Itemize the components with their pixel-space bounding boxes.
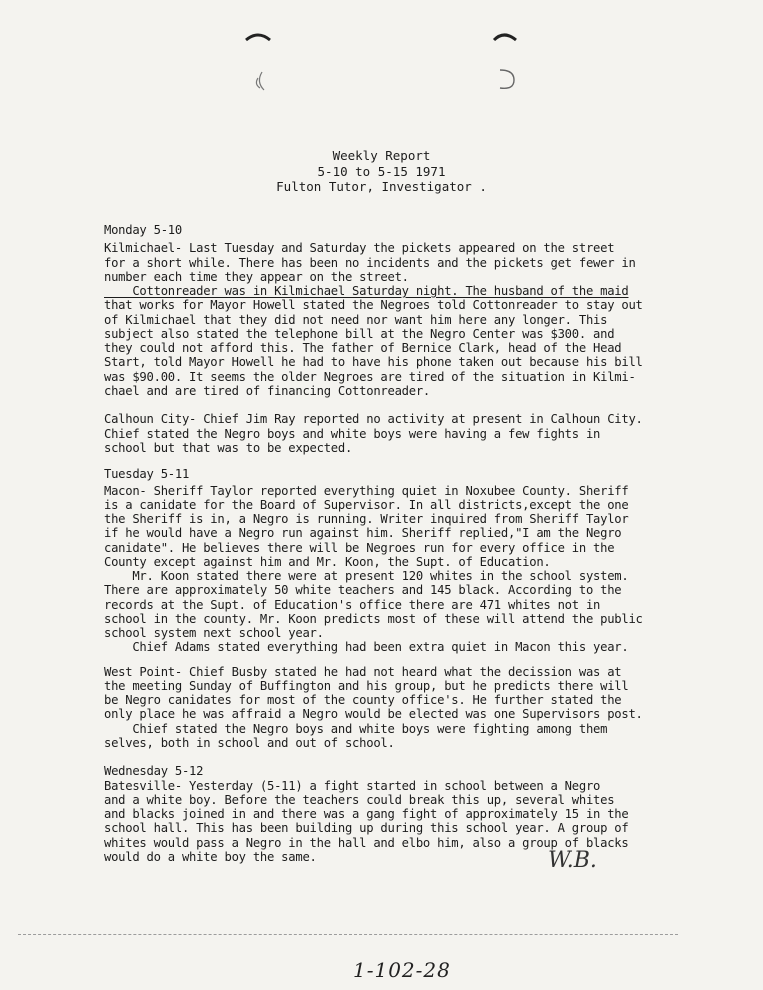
report-title: Weekly Report: [332, 148, 431, 163]
body-line: the meeting Sunday of Buffington and his group, but he predicts there will: [104, 679, 629, 693]
body-line: and a white boy. Before the teachers could break this up, several whites: [104, 793, 615, 807]
body-line: Kilmichael- Last Tuesday and Saturday the pickets appeared on the street: [104, 241, 615, 255]
body-line: be Negro canidates for most of the county office's. He further stated the: [104, 693, 622, 707]
punch-hole-left-icon: [238, 28, 288, 98]
body-line: school in the county. Mr. Koon predicts most of these will attend the public: [104, 612, 643, 626]
body-line: chael and are tired of financing Cottonreader.: [104, 384, 431, 398]
body-line: only place he was affraid a Negro would be elected was one Supervisors post.: [104, 707, 643, 721]
body-line: subject also stated the telephone bill at the Negro Center was $300. and: [104, 327, 615, 341]
body-line: of Kilmichael that they did not need nor want him here any longer. This: [104, 313, 608, 327]
body-line: is a canidate for the Board of Supervisor. In all districts,except the one: [104, 498, 629, 512]
body-line: whites would pass a Negro in the hall and elbo him, also a group of blacks: [104, 836, 629, 850]
body-line: records at the Supt. of Education's office there are 471 whites not in: [104, 598, 601, 612]
body-line: the Sheriff is in, a Negro is running. Writer inquired from Sheriff Taylor: [104, 512, 629, 526]
body-line: selves, both in school and out of school.: [104, 736, 395, 750]
body-line: for a short while. There has been no incidents and the pickets get fewer in: [104, 256, 636, 270]
body-line: Chief stated the Negro boys and white boys were having a few fights in: [104, 427, 601, 441]
body-line: County except against him and Mr. Koon, the Supt. of Education.: [104, 555, 551, 569]
body-line: if he would have a Negro run against him. Sheriff replied,"I am the Negro: [104, 526, 622, 540]
handwritten-signature: W.B.: [548, 848, 597, 873]
body-line: number each time they appear on the street.: [104, 270, 409, 284]
body-line: and blacks joined in and there was a gang fight of approximately 15 in the: [104, 807, 629, 821]
report-dates: 5-10 to 5-15 1971: [317, 164, 446, 179]
body-line: West Point- Chief Busby stated he had not heard what the decission was at: [104, 665, 622, 679]
body-line: Chief stated the Negro boys and white boys were fighting among them: [104, 722, 608, 736]
body-line: Monday 5-10: [104, 223, 182, 237]
body-line: Mr. Koon stated there were at present 120 whites in the school system.: [104, 569, 629, 583]
report-author: Fulton Tutor, Investigator .: [276, 179, 487, 194]
body-line: Macon- Sheriff Taylor reported everything quiet in Noxubee County. Sheriff: [104, 484, 629, 498]
body-line: Calhoun City- Chief Jim Ray reported no activity at present in Calhoun City.: [104, 412, 643, 426]
body-line: Chief Adams stated everything had been extra quiet in Macon this year.: [104, 640, 629, 654]
body-line: school system next school year.: [104, 626, 324, 640]
body-line: they could not afford this. The father of Bernice Clark, head of the Head: [104, 341, 622, 355]
body-line: Wednesday 5-12: [104, 764, 204, 778]
punch-hole-right-icon: [486, 28, 536, 98]
page-bottom-divider: [18, 934, 678, 935]
body-line: There are approximately 50 white teachers and 145 black. According to the: [104, 583, 622, 597]
body-line: school hall. This has been building up during this school year. A group of: [104, 821, 629, 835]
body-line: Batesville- Yesterday (5-11) a fight started in school between a Negro: [104, 779, 601, 793]
body-line: that works for Mayor Howell stated the Negroes told Cottonreader to stay out: [104, 298, 643, 312]
body-line: Start, told Mayor Howell he had to have his phone taken out because his bill: [104, 355, 643, 369]
document-number: 1-102-28: [353, 958, 451, 982]
body-line: canidate". He believes there will be Negroes run for every office in the: [104, 541, 615, 555]
body-line: was $90.00. It seems the older Negroes are tired of the situation in Kilmi-: [104, 370, 636, 384]
body-line: Cottonreader was in Kilmichael Saturday night. The husband of the maid: [104, 284, 629, 298]
body-line: would do a white boy the same.: [104, 850, 317, 864]
body-line: school but that was to be expected.: [104, 441, 353, 455]
body-line: Tuesday 5-11: [104, 467, 190, 481]
